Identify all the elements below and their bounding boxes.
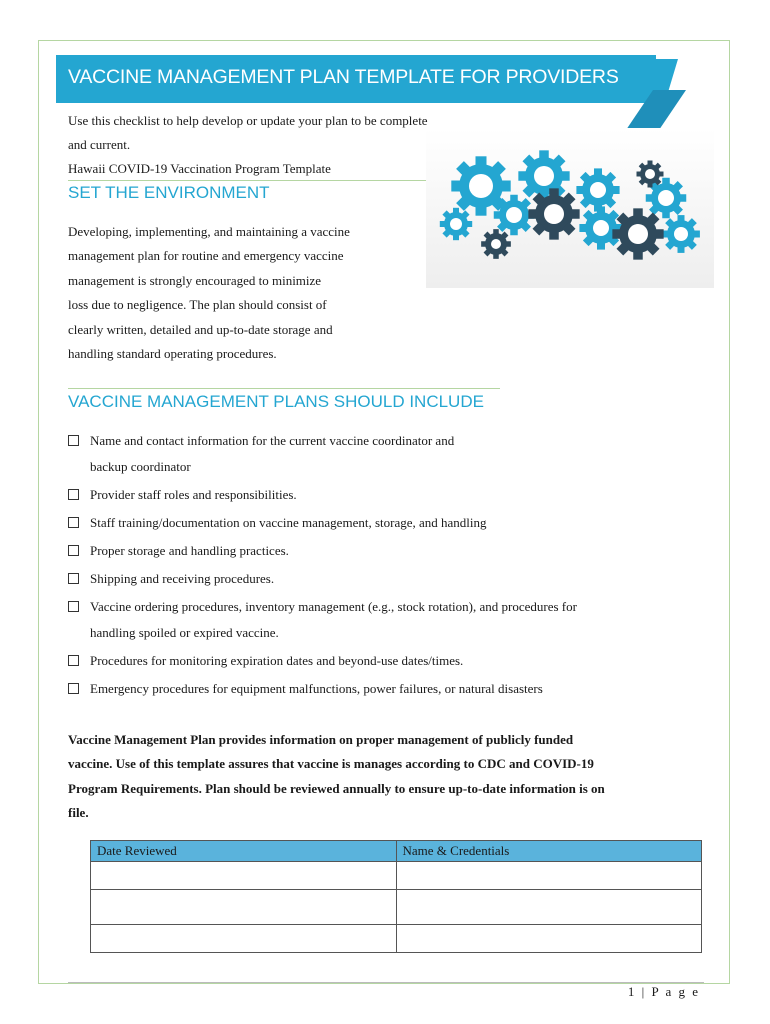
footer-divider — [68, 982, 704, 983]
checkbox[interactable] — [68, 489, 79, 500]
intro-line: Use this checklist to help develop or update your plan to be complete — [68, 113, 428, 128]
checklist-item — [68, 538, 688, 564]
checklist-item — [68, 676, 688, 702]
intro-line: Hawaii COVID-19 Vaccination Program Template — [68, 161, 331, 176]
column-header-date-reviewed: Date Reviewed — [91, 841, 397, 862]
table-header-row — [91, 841, 702, 862]
table-cell[interactable] — [396, 890, 702, 925]
summary-line: Vaccine Management Plan provides information on proper management of publicly funded — [68, 732, 574, 747]
paragraph-line: clearly written, detailed and up-to-date storage and — [68, 321, 333, 337]
paragraph-line: Developing, implementing, and maintaining a vaccine — [68, 224, 350, 239]
section-divider — [68, 180, 426, 181]
checklist-item-text: handling spoiled or expired vaccine. — [90, 625, 279, 640]
checkbox[interactable] — [68, 683, 79, 694]
checklist-item — [68, 482, 688, 508]
checklist-item-text: Vaccine ordering procedures, inventory management (e.g., stock rotation), and procedures for — [90, 599, 577, 614]
checklist-item-text: Procedures for monitoring expiration dates and beyond-use dates/times. — [90, 653, 464, 668]
table-row — [91, 925, 702, 953]
checklist-item-text: Emergency procedures for equipment malfunctions, power failures, or natural disasters — [90, 681, 543, 696]
footer-separator: | — [641, 984, 647, 999]
section-divider — [68, 388, 500, 389]
column-header-name-credentials: Name & Credentials — [396, 841, 702, 862]
checkbox[interactable] — [68, 573, 79, 584]
checklist-item — [68, 428, 688, 480]
checklist-item — [68, 648, 688, 674]
summary-line: file. — [68, 805, 89, 821]
checklist-item-text: Shipping and receiving procedures. — [90, 571, 275, 586]
checkbox[interactable] — [68, 545, 79, 556]
checklist-item — [68, 510, 688, 536]
checklist-item — [68, 566, 688, 592]
table-row — [91, 862, 702, 890]
checkbox[interactable] — [68, 517, 79, 528]
environment-paragraph — [68, 220, 413, 366]
checkbox[interactable] — [68, 435, 79, 446]
table-cell[interactable] — [91, 890, 397, 925]
intro-text — [68, 109, 428, 181]
checklist-item-text: Staff training/documentation on vaccine management, storage, and handling — [90, 515, 487, 530]
checkbox[interactable] — [68, 655, 79, 666]
summary-line: vaccine. Use of this template assures that vaccine is manages according to CDC and COVID-19 — [68, 756, 594, 772]
page-number: 1 — [627, 984, 637, 999]
paragraph-line: loss due to negligence. The plan should consist of — [68, 297, 327, 313]
checklist-item-text: backup coordinator — [90, 459, 191, 474]
checkbox[interactable] — [68, 601, 79, 612]
paragraph-line: management plan for routine and emergency vaccine — [68, 248, 344, 264]
summary-paragraph — [68, 728, 708, 826]
page-label: P a g e — [651, 984, 700, 999]
intro-line: and current. — [68, 137, 131, 152]
summary-line: Program Requirements. Plan should be reviewed annually to ensure up-to-date information is on — [68, 780, 605, 796]
gear-cluster-illustration — [426, 128, 714, 288]
table-cell[interactable] — [91, 862, 397, 890]
page-footer — [628, 984, 700, 1000]
document-title: VACCINE MANAGEMENT PLAN TEMPLATE FOR PROVIDERS — [68, 66, 619, 88]
table-cell[interactable] — [91, 925, 397, 953]
checklist-item — [68, 594, 688, 646]
checklist-item-text: Proper storage and handling practices. — [90, 543, 289, 558]
table-row — [91, 890, 702, 925]
checklist-item-text: Name and contact information for the current vaccine coordinator and — [90, 433, 455, 448]
table-cell[interactable] — [396, 862, 702, 890]
section-heading-environment: SET THE ENVIRONMENT — [68, 183, 270, 202]
paragraph-line: management is strongly encouraged to minimize — [68, 272, 322, 288]
section-heading-plans: VACCINE MANAGEMENT PLANS SHOULD INCLUDE — [68, 392, 484, 411]
checklist — [68, 428, 688, 704]
checklist-item-text: Provider staff roles and responsibilities. — [90, 487, 297, 502]
review-table — [90, 840, 702, 953]
table-cell[interactable] — [396, 925, 702, 953]
gear-cluster-icon — [426, 128, 714, 288]
paragraph-line: handling standard operating procedures. — [68, 346, 277, 362]
